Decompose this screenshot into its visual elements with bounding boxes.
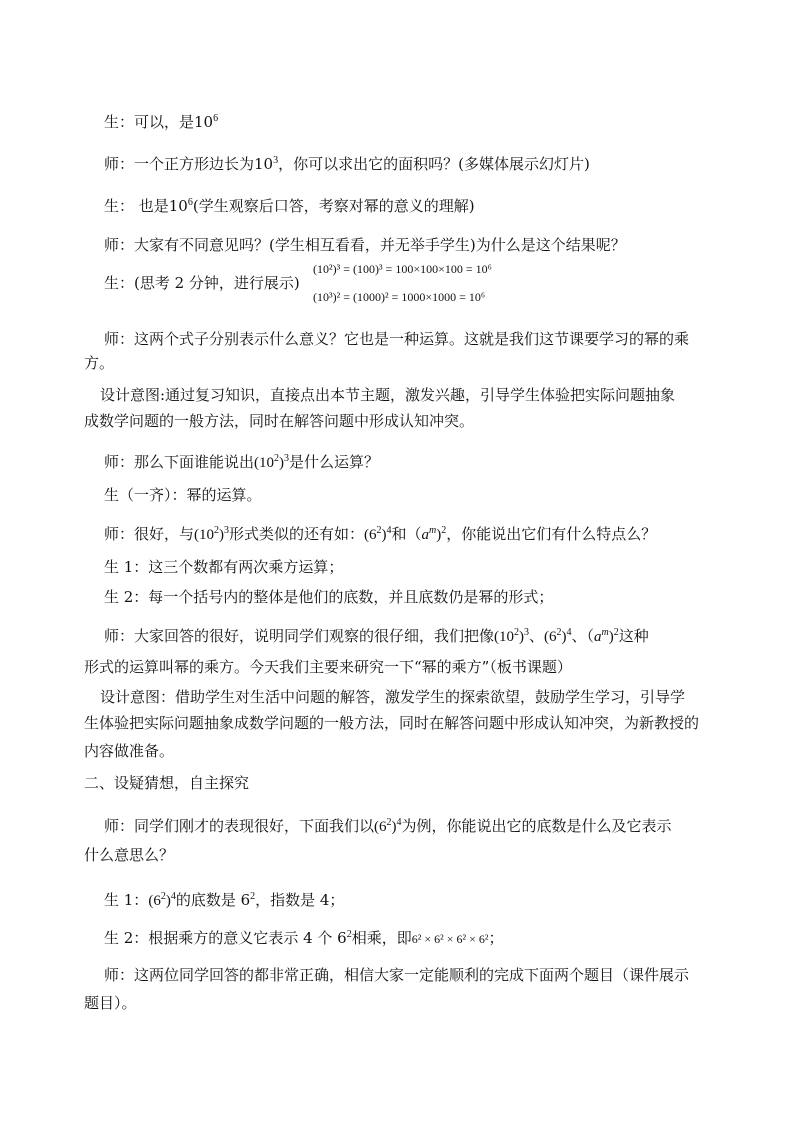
math-expr: $(6^2)^4$ — [374, 817, 402, 835]
superscript: 2 — [376, 525, 382, 536]
text: ，指数是 4； — [255, 891, 345, 909]
dialogue-line — [104, 234, 744, 256]
superscript: 3 — [284, 453, 290, 464]
base: a — [421, 527, 430, 543]
dialogue-line — [104, 924, 744, 950]
paragraph-line — [84, 656, 724, 678]
superscript: 2 — [386, 817, 392, 828]
superscript: 4 — [170, 891, 176, 902]
base: 10 — [499, 629, 515, 645]
math-expr: $a^m)^2$ — [594, 627, 619, 645]
text: 成数学问题的一般方法，同时在解答问题中形成认知冲突。 — [84, 412, 475, 430]
paragraph-line — [104, 328, 744, 350]
paragraph-line — [84, 352, 724, 374]
superscript: 2 — [514, 627, 520, 638]
base: a — [594, 629, 602, 645]
superscript: 4 — [396, 817, 402, 828]
section-heading — [84, 772, 724, 794]
text: 师：很好，与 — [104, 525, 195, 543]
dialogue-line — [104, 586, 744, 608]
text: 、（ — [571, 627, 595, 645]
superscript: 2 — [250, 891, 256, 902]
superscript: 2 — [613, 627, 619, 638]
text: 题目）。 — [84, 994, 137, 1012]
base: 10 — [259, 455, 275, 471]
text: 为例，你能说出它的底数是什么及它表示 — [401, 817, 672, 835]
text: 生（一齐）：幂的运算。 — [104, 486, 262, 504]
superscript: 3 — [224, 525, 230, 536]
design-intent-line — [84, 712, 724, 734]
math-expr: $(6^2)^4$ — [148, 891, 176, 909]
text: 二、设疑猜想，自主探究 — [84, 774, 250, 792]
dialogue-line — [104, 886, 744, 912]
text: 、 — [529, 627, 545, 645]
superscript: 4 — [386, 525, 392, 536]
text: 是什么运算？ — [289, 453, 380, 471]
text: ，你能说出它们有什么特点么？ — [446, 525, 657, 543]
text: 方。 — [84, 354, 115, 372]
text: 生：可以，是10 — [104, 113, 214, 131]
superscript: 2 — [556, 627, 562, 638]
paragraph-line — [84, 844, 724, 866]
base: 6 — [549, 629, 557, 645]
text: ，你可以求出它的面积吗？(多媒体展示幻灯片) — [278, 155, 590, 173]
superscript: 2 — [441, 525, 447, 536]
text: 形式的运算叫幂的乘方。今天我们主要来研究一下“幂的乘方”（板书课题） — [84, 658, 572, 676]
text: 师：同学们刚才的表现很好，下面我们以 — [104, 817, 375, 835]
text: 形式类似的还有如： — [229, 525, 365, 543]
equation-2: (10³)² = (1000)² = 1000×1000 = 10⁶ — [313, 290, 486, 304]
design-intent-line — [84, 740, 724, 762]
base: 6 — [369, 527, 377, 543]
superscript: 3 — [524, 627, 530, 638]
text: 生 1：这三个数都有两次乘方运算； — [104, 558, 344, 576]
design-intent-line — [84, 410, 724, 432]
dialogue-line — [104, 484, 744, 506]
text: (学生观察后口答，考察对幂的意义的理解) — [192, 197, 475, 215]
superscript: 2 — [214, 525, 220, 536]
superscript: 3 — [273, 155, 279, 166]
text: 师：大家回答的很好，说明同学们观察的很仔细，我们把像 — [104, 627, 495, 645]
base: 6 — [379, 819, 387, 835]
superscript: m — [601, 627, 609, 638]
superscript: 6 — [187, 197, 193, 208]
superscript: 2 — [346, 929, 352, 940]
paragraph-line — [84, 992, 724, 1014]
dialogue-line — [104, 964, 744, 986]
math-expr: $(6^2)^4$ — [364, 525, 392, 543]
text: 师：这两个式子分别表示什么意义？它也是一种运算。这就是我们这节课要学习的幂的乘 — [104, 330, 690, 348]
text: 师：一个正方形边长为10 — [104, 155, 274, 173]
text: 师：这两位同学回答的都非常正确，相信大家一定能顺利的完成下面两个题目（课件展示 — [104, 966, 690, 984]
superscript: 2 — [274, 453, 280, 464]
dialogue-line — [104, 448, 744, 474]
text: 生体验把实际问题抽象成数学问题的一般方法，同时在解答问题中形成认知冲突，为新教授的 — [84, 714, 700, 732]
text: 生 2：每一个括号内的整体是他们的底数，并且底数仍是幂的形式； — [104, 588, 554, 606]
superscript: m — [429, 525, 437, 536]
text: 什么意思么？ — [84, 846, 175, 864]
text: 这种 — [618, 627, 649, 645]
text: 设计意图:通过复习知识，直接点出本节主题，激发兴趣，引导学生体验把实际问题抽象 — [100, 386, 676, 404]
base: 6 — [153, 893, 161, 909]
text: 师：大家有不同意见吗？(学生相互看看，并无举手学生)为什么是这个结果呢？ — [104, 236, 626, 254]
math-expr: $(10^2)^3$ — [494, 627, 530, 645]
math-expr: $(10^2)^3$ — [254, 453, 290, 471]
math-expr: $(6^2)^4$ — [544, 627, 572, 645]
base: 10 — [199, 527, 215, 543]
text: 生： 也是10 — [104, 197, 188, 215]
text: 生：(思考 2 分钟，进行展示) — [104, 274, 300, 292]
dialogue-line — [104, 556, 744, 578]
dialogue-line — [104, 520, 744, 546]
math-expr: 6² × 6² × 6² × 6² — [411, 932, 489, 946]
dialogue-line — [104, 108, 744, 133]
text: 生 1： — [104, 891, 149, 909]
text: 相乘，即 — [351, 929, 412, 947]
text: ； — [488, 929, 504, 947]
text: 设计意图：借助学生对生活中问题的解答，激发学生的探索欲望，鼓励学生学习，引导学 — [100, 688, 686, 706]
math-expr: $a^m)^2$ — [421, 525, 447, 543]
text: 的底数是 6 — [175, 891, 251, 909]
superscript: 2 — [160, 891, 166, 902]
superscript: 6 — [213, 113, 219, 124]
superscript: 4 — [566, 627, 572, 638]
text: 生 2：根据乘方的意义它表示 4 个 6 — [104, 929, 347, 947]
design-intent-line — [100, 384, 740, 406]
design-intent-line — [100, 686, 740, 708]
text: 和（ — [391, 525, 422, 543]
math-expr: $(10^2)^3$ — [194, 525, 230, 543]
text: 内容做准备。 — [84, 742, 175, 760]
equation-1: (10²)³ = (100)³ = 100×100×100 = 10⁶ — [313, 262, 492, 276]
dialogue-line — [104, 622, 744, 648]
dialogue-line — [104, 192, 744, 217]
dialogue-line — [104, 150, 744, 175]
dialogue-line — [104, 812, 744, 838]
text: 师：那么下面谁能说出 — [104, 453, 255, 471]
